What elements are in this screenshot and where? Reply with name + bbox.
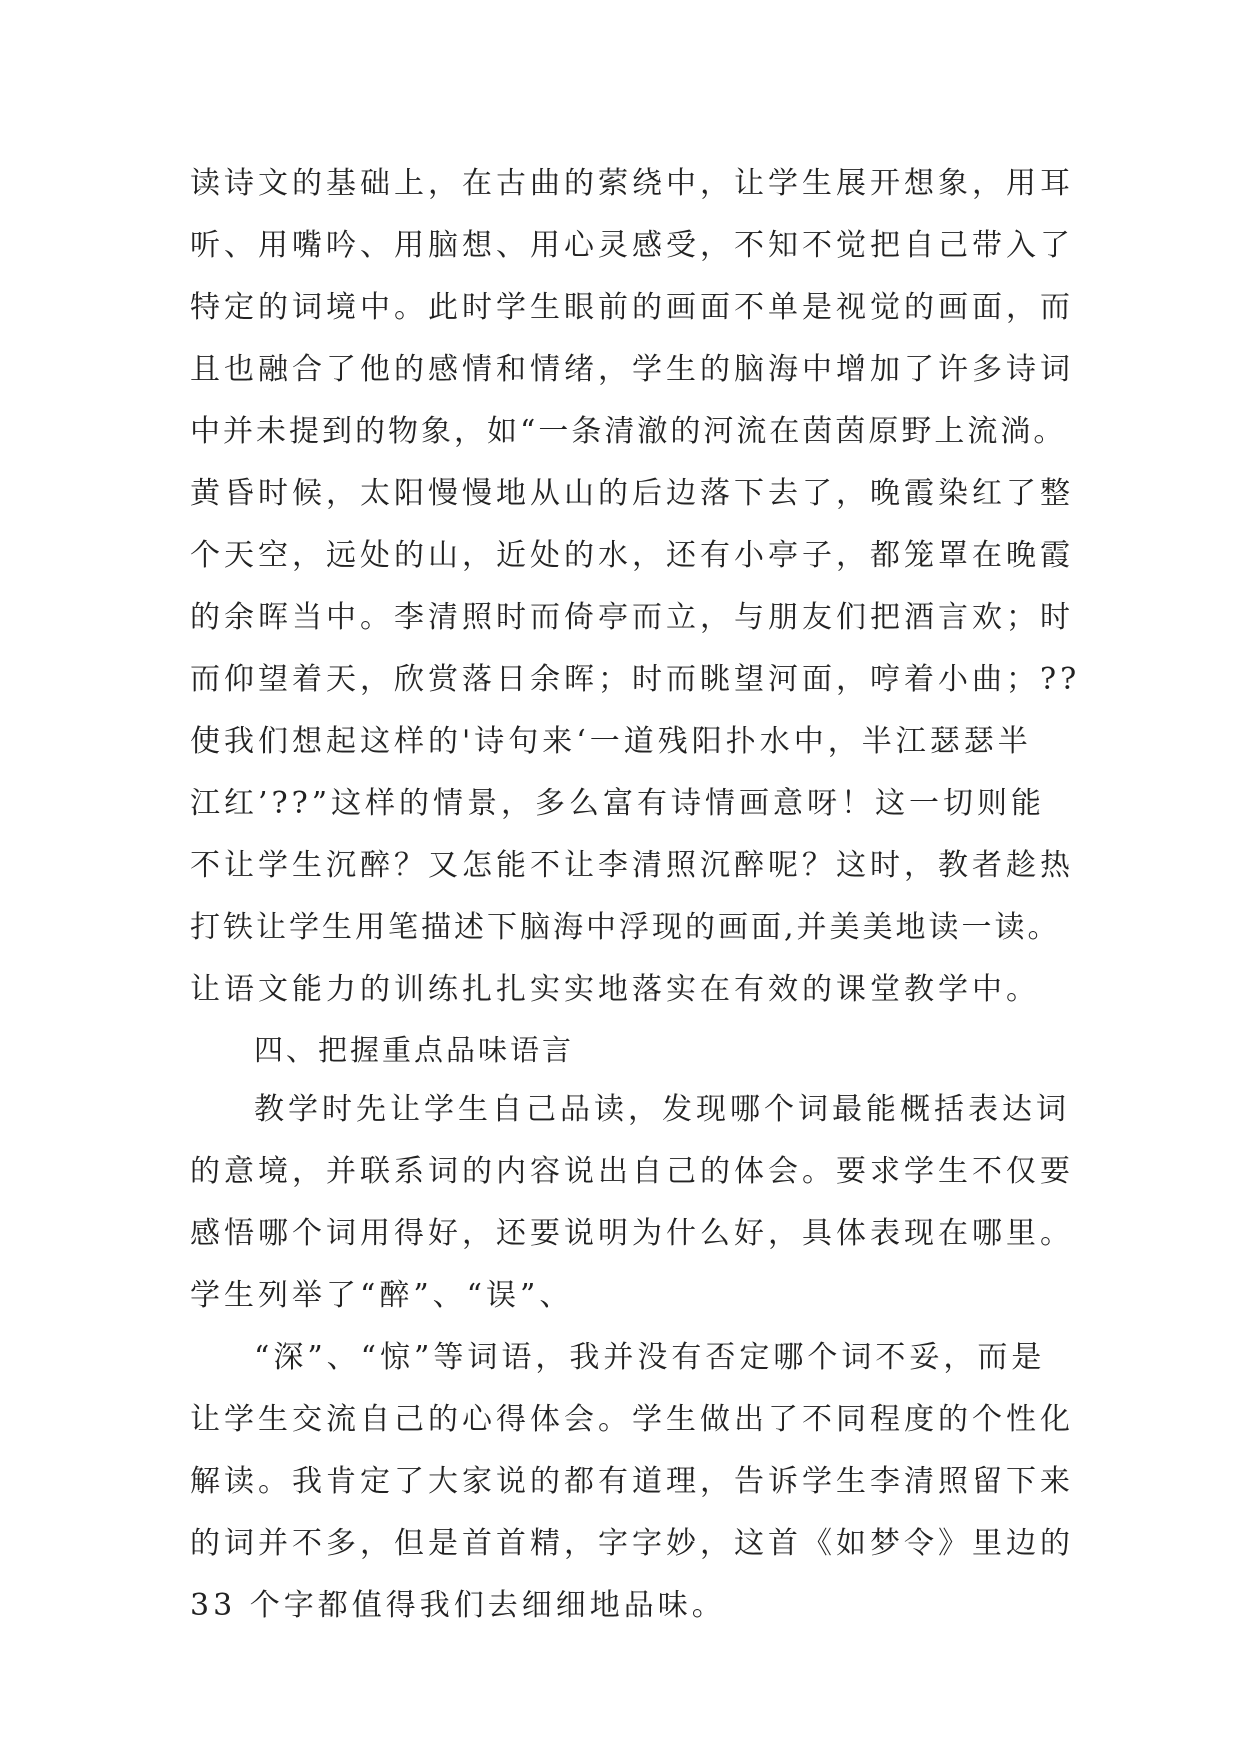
text-line: 感悟哪个词用得好，还要说明为什么好，具体表现在哪里。 — [190, 1216, 1074, 1251]
section-heading: 四、把握重点品味语言 — [254, 1033, 575, 1067]
text-line: 让学生交流自己的心得体会。学生做出了不同程度的个性化 — [190, 1402, 1074, 1437]
text-line: 且也融合了他的感情和情绪，学生的脑海中增加了许多诗词 — [190, 352, 1074, 387]
text-line: 让语文能力的训练扎扎实实地落实在有效的课堂教学中。 — [190, 972, 1040, 1007]
text-line: 江红’??”这样的情景，多么富有诗情画意呀！这一切则能 — [190, 786, 1046, 821]
text-line: 33 个字都值得我们去细细地品味。 — [190, 1588, 726, 1623]
text-line: 解读。我肯定了大家说的都有道理，告诉学生李清照留下来 — [190, 1464, 1074, 1499]
text-line: 黄昏时候，太阳慢慢地从山的后边落下去了，晚霞染红了整 — [190, 476, 1074, 511]
text-line: 读诗文的基础上，在古曲的萦绕中，让学生展开想象，用耳 — [190, 166, 1074, 201]
text-line: 打铁让学生用笔描述下脑海中浮现的画面,并美美地读一读。 — [190, 910, 1061, 945]
text-line: 中并未提到的物象，如“一条清澈的河流在茵茵原野上流淌。 — [190, 414, 1067, 449]
document-body — [190, 153, 1081, 1637]
text-line: 个天空，远处的山，近处的水，还有小亭子，都笼罩在晚霞 — [190, 538, 1074, 573]
text-line: 而仰望着天，欣赏落日余晖；时而眺望河面，哼着小曲；?? — [190, 662, 1081, 697]
text-line: 学生列举了“醉”、“误”、 — [190, 1278, 574, 1313]
text-line: 使我们想起这样的'诗句来‘一道残阳扑水中，半江瑟瑟半 — [190, 724, 1032, 759]
paragraph-first-line: “深”、“惊”等词语，我并没有否定哪个词不妥，而是 — [254, 1340, 1046, 1375]
text-line: 不让学生沉醉？又怎能不让李清照沉醉呢？这时，教者趁热 — [190, 848, 1074, 883]
text-line: 的意境，并联系词的内容说出自己的体会。要求学生不仅要 — [190, 1154, 1074, 1189]
text-line: 听、用嘴吟、用脑想、用心灵感受，不知不觉把自己带入了 — [190, 228, 1074, 263]
text-line: 的余晖当中。李清照时而倚亭而立，与朋友们把酒言欢；时 — [190, 600, 1074, 635]
text-line: 的词并不多，但是首首精，字字妙，这首《如梦令》里边的 — [190, 1526, 1074, 1561]
paragraph-first-line: 教学时先让学生自己品读，发现哪个词最能概括表达词 — [254, 1092, 1070, 1127]
text-line: 特定的词境中。此时学生眼前的画面不单是视觉的画面，而 — [190, 290, 1074, 325]
